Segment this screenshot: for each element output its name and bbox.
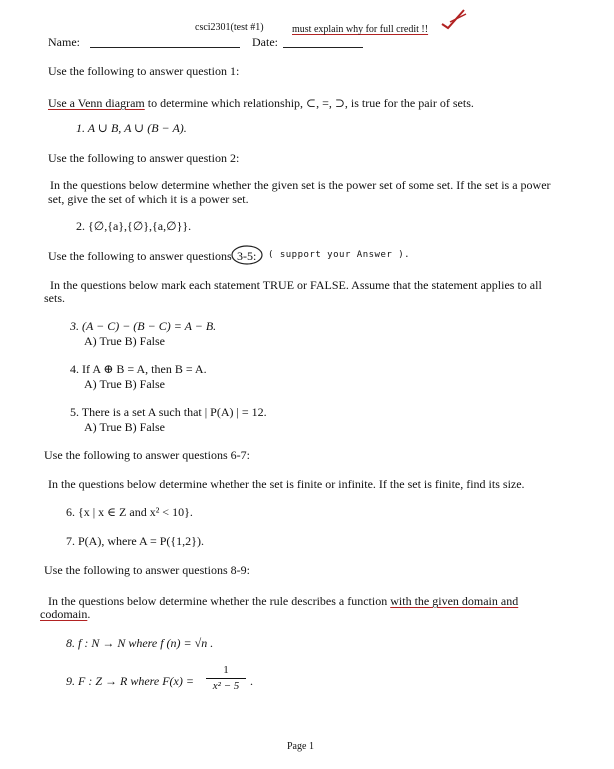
section-5-instruction-line-2: codomain.	[40, 607, 91, 621]
questions-range-circled: 3-5:	[237, 249, 257, 263]
section-4-intro: Use the following to answer questions 6-7:	[44, 448, 250, 462]
question-4-options: A) True B) False	[84, 377, 166, 391]
question-3-options: A) True B) False	[84, 334, 166, 348]
fraction-denominator: x² − 5	[212, 680, 240, 692]
handwritten-support-note: ( support your Answer ).	[268, 250, 411, 260]
section-5-intro: Use the following to answer questions 8-9:	[44, 563, 250, 577]
credit-note: must explain why for full credit !!	[292, 24, 429, 35]
date-line	[283, 47, 363, 48]
section-2-intro: Use the following to answer question 2:	[48, 151, 240, 165]
section-3-intro: Use the following to answer questions	[48, 249, 232, 263]
section-4-instruction: In the questions below determine whether the set is finite or infinite. If the set is finite, find its size.	[48, 477, 525, 491]
fraction-numerator: 1	[223, 664, 229, 676]
section-3-instruction-line-1: In the questions below mark each statement TRUE or FALSE. Assume that the statement applies to all	[50, 278, 542, 292]
fraction-bar	[206, 678, 246, 679]
section-1-instruction: Use a Venn diagram to determine which relationship, ⊂, =, ⊃, is true for the pair of sets.	[48, 96, 474, 110]
page-number: Page 1	[287, 741, 314, 752]
section-2-instruction-line-1: In the questions below determine whether the given set is the power set of some set. If the set is a power	[50, 178, 551, 192]
circle-annotation	[230, 244, 264, 266]
question-7: 7. P(A), where A = P({1,2}).	[66, 534, 204, 548]
domain-phrase: with the given domain and	[390, 594, 519, 608]
question-6: 6. {x | x ∈ Z and x² < 10}.	[66, 505, 193, 519]
name-label: Name:	[48, 35, 80, 49]
check-mark-icon	[440, 8, 470, 30]
section-5-instruction-line-1: In the questions below determine whether the rule describes a function with the given domain and	[48, 594, 519, 608]
section-1-intro: Use the following to answer question 1:	[48, 64, 240, 78]
venn-diagram-phrase: Use a Venn diagram	[48, 96, 145, 110]
name-line	[90, 47, 240, 48]
question-4: 4. If A ⊕ B = A, then B = A.	[70, 362, 207, 376]
date-label: Date:	[252, 35, 278, 49]
question-5: 5. There is a set A such that | P(A) | = 12.	[70, 405, 267, 419]
question-1: 1. A ∪ B, A ∪ (B − A).	[76, 121, 187, 135]
question-5-options: A) True B) False	[84, 420, 166, 434]
course-title: csci2301(test #1)	[195, 22, 264, 33]
codomain-phrase: codomain	[40, 607, 88, 621]
question-2: 2. {∅,{a},{∅},{a,∅}}.	[76, 219, 192, 233]
section-3-instruction-line-2: sets.	[44, 291, 65, 305]
question-8: 8. f : N → N where f (n) = √n .	[66, 636, 214, 650]
question-3: 3. (A − C) − (B − C) = A − B.	[70, 319, 217, 333]
section-2-instruction-line-2: set, give the set of which it is a power set.	[48, 192, 249, 206]
